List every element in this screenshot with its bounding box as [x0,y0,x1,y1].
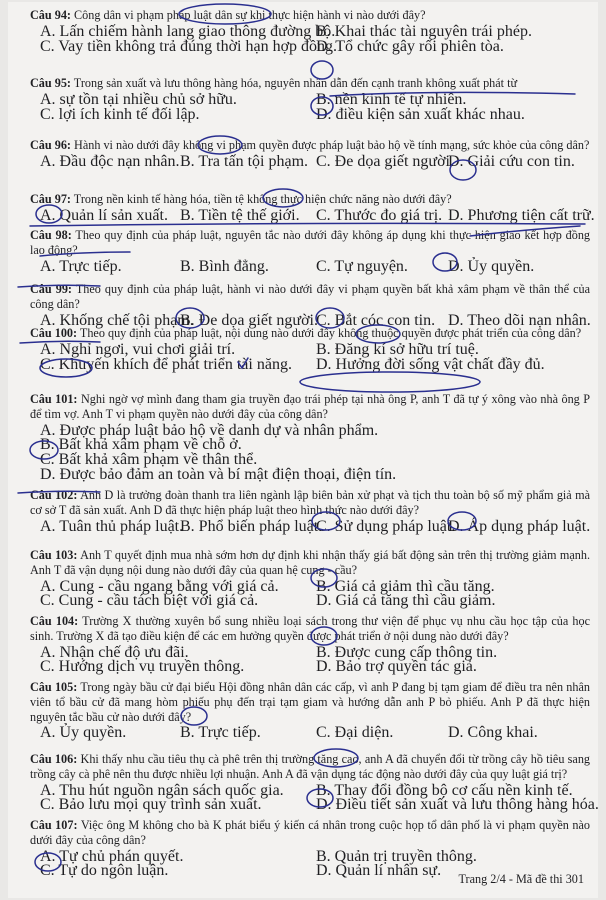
option-b: B. Được cung cấp thông tin. [316,643,498,661]
option-a: A. Quản lí sản xuất. [40,206,168,224]
question-text: Việc ông M không cho bà K phát biểu ý kiến cá nhân trong cuộc họp tổ dân phố là vi phạm quyền nào dưới đây của công dân? [30,818,591,847]
option-c: C. Sử dụng pháp luật. [316,517,456,535]
question-label: Câu 97: [30,192,71,206]
option-b: B. Bình đẳng. [180,257,269,275]
question-96 [30,138,590,168]
option-a: A. Được pháp luật bảo hộ về danh dự và nhân phẩm. [40,421,379,439]
question-text: Trong nền kinh tế hàng hóa, tiền tệ không thực hiện chức năng nào dưới đây? [73,192,452,206]
option-c: C. lợi ích kinh tế đối lập. [40,105,200,123]
option-a: A. Ủy quyền. [40,724,127,742]
option-a: A. Tuân thủ pháp luật. [40,517,184,535]
question-label: Câu 103: [30,548,78,562]
question-label: Câu 101: [30,392,78,406]
question-97 [30,192,595,224]
option-c: C. Bảo lưu mọi quy trình sản xuất. [40,796,262,814]
option-c: C. Tự nguyện. [316,257,408,275]
question-98 [30,228,591,275]
option-d: D. Điều tiết sản xuất và lưu thông hàng hóa. [316,796,599,814]
option-b: B. Đe dọa giết người. [180,311,318,329]
question-text: Theo quy định của pháp luật, hành vi nào dưới đây vi phạm quyền bất khả xâm phạm về thân thể của công dân? [30,282,590,311]
question-label: Câu 104: [30,614,79,628]
option-b: B. Tiền tệ thế giới. [180,206,300,224]
question-label: Câu 94: [30,8,71,22]
option-c: C. Vay tiền không trả đúng thời hạn hợp đồng. [40,37,338,55]
option-b: B. Bất khả xâm phạm về chỗ ở. [40,436,242,454]
question-label: Câu 107: [30,818,78,832]
option-c: C. Đại diện. [316,724,394,742]
option-d: D. Hưởng đời sống vật chất đầy đủ. [316,355,545,373]
question-text: Trong ngày bầu cử đại biểu Hội đồng nhân dân các cấp, vì anh P đang bị tạm giam để điều tra nên nhân viên tổ bầu cử đã mang hòm phiếu phụ đến trại tạm giam và hướng dẫn anh P bỏ phiếu. Anh P đã thực hiện nguyên tắc bầu cử nào dưới đây? [30,680,591,724]
option-c: C. Đe dọa giết người. [316,152,454,170]
option-c: C. Cung - cầu tách biệt với giá cả. [40,592,259,610]
option-b: B. nền kinh tế tự nhiên. [316,90,467,108]
option-a: A. Trực tiếp. [40,257,122,275]
question-103 [30,548,591,610]
question-label: Câu 98: [30,228,72,242]
option-a: A. Nhận chế độ ưu đãi. [40,643,189,661]
question-102 [30,488,591,535]
option-a: A. Tự chủ phán quyết. [40,847,184,865]
option-c: C. Bất khả xâm phạm về thân thể. [40,451,258,469]
option-d: D. Theo dõi nạn nhân. [448,311,591,329]
question-label: Câu 105: [30,680,78,694]
question-99 [30,282,591,329]
option-d: D. Áp dụng pháp luật. [448,517,591,535]
option-c: C. Tự do ngôn luận. [40,862,169,880]
question-label: Câu 96: [30,138,71,152]
option-d: D. Giải cứu con tin. [448,152,575,170]
question-105 [30,680,591,742]
option-b: B. Quản trị truyền thông. [316,847,477,865]
option-d: D. Phương tiện cất trữ. [448,206,595,224]
question-text: Anh T quyết định mua nhà sớm hơn dự định khi nhận thấy giá bất động sản trên thị trường giảm mạnh. Anh T đã vận dụng nội dung nào dưới đây của quan hệ cung - cầu? [30,548,591,577]
option-a: A. Cung - cầu ngang bằng với giá cả. [40,577,279,595]
option-d: D. Giá cả tăng thì cầu giảm. [316,592,496,610]
option-a: A. Thu hút nguồn ngân sách quốc gia. [40,781,284,799]
page-footer: Trang 2/4 - Mã đề thi 301 [458,872,584,886]
question-104 [30,614,591,676]
question-101 [30,392,590,481]
question-label: Câu 106: [30,752,78,766]
option-d: D. Công khai. [448,724,538,742]
question-106 [30,752,599,814]
question-text: Trong sản xuất và lưu thông hàng hóa, nguyên nhân dẫn đến cạnh tranh không xuất phát từ [73,76,518,90]
option-d: D. điều kiện sản xuất khác nhau. [316,105,525,123]
option-c: C. Thước đo giá trị. [316,206,443,224]
option-c: C. Bắt cóc con tin. [316,311,436,329]
option-b: B. Phổ biến pháp luật. [180,517,323,535]
question-100 [30,326,590,373]
option-d: D. Được bảo đảm an toàn và bí mật điện thoại, điện tín. [40,465,397,483]
question-label: Câu 95: [30,76,71,90]
option-a: A. Khống chế tội phạm. [40,311,194,329]
option-d: D. Ủy quyền. [448,257,535,275]
option-b: B. Đăng kí sở hữu trí tuệ. [316,340,479,358]
option-d: D. Quản lí nhân sự. [316,862,442,880]
question-text: Hành vi nào dưới đây không vi phạm quyền được pháp luật bảo hộ về tính mạng, sức khỏe của công dân? [74,138,590,152]
option-d: D. Bảo trợ quyền tác giả. [316,658,477,676]
option-b: B. Trực tiếp. [180,724,261,742]
question-label: Câu 100: [30,326,78,340]
question-text: Theo quy định của pháp luật, nội dung nào dưới đây không thuộc quyền được phát triển của công dân? [79,326,582,340]
option-a: A. sự tồn tại nhiều chủ sở hữu. [40,90,237,108]
question-text: Theo quy định của pháp luật, nguyên tắc nào dưới đây không áp dụng khi thực hiện giao kết hợp đồng lao động? [30,228,591,257]
question-text: Trường X thường xuyên bổ sung nhiều loại sách trong thư viện để phục vụ nhu cầu học tập của học sinh. Trường X đã tạo điều kiện để các em hưởng quyền được phát triển ở nội dung nào dưới đây? [30,614,591,643]
option-a: A. Nghỉ ngơi, vui chơi giải trí. [40,340,236,358]
option-b: B. Khai thác tài nguyên trái phép. [316,22,532,40]
question-94 [30,8,590,55]
option-a: A. Lấn chiếm hành lang giao thông đường bộ. [40,22,336,40]
option-b: B. Giá cả giảm thì cầu tăng. [316,577,495,595]
option-c: C. Khuyến khích để phát triển tài năng. [40,355,292,373]
question-label: Câu 102: [30,488,78,502]
question-text: Anh D là trưởng đoàn thanh tra liên ngành lập biên bản xử phạt và tịch thu toàn bộ số mỹ phẩm giả mà cơ sở T đã sản xuất. Anh D đã thực hiện pháp luật theo hình thức nào dưới đây? [30,488,590,517]
question-text: Nghi ngờ vợ mình đang tham gia truyền đạo trái phép tại nhà ông P, anh T đã tự ý xông vào nhà ông P để tìm vợ. Anh T vi phạm quyền nào dưới đây của công dân? [30,392,591,421]
option-c: C. Hướng dịch vụ truyền thông. [40,658,245,676]
question-label: Câu 99: [30,282,72,296]
question-text: Công dân vi phạm pháp luật dân sự khi thực hiện hành vi nào dưới đây? [74,8,426,22]
option-b: B. Tra tấn tội phạm. [180,152,309,170]
question-text: Khi thấy nhu cầu tiêu thụ cà phê trên thị trường tăng cao, anh A đã chuyển đổi từ trồng cây hồ tiêu sang trồng cây cà phê nên thu được nhiều lợi nhuận. Anh A đã vận dụng tác động nào dưới đây của quy luật giá trị? [30,752,591,781]
option-a: A. Đầu độc nạn nhân. [40,152,180,170]
question-95 [30,76,590,123]
option-d: D. Tổ chức gây rối phiên tòa. [316,37,504,55]
option-b: B. Thay đổi đồng bộ cơ cấu nền kinh tế. [316,781,573,799]
